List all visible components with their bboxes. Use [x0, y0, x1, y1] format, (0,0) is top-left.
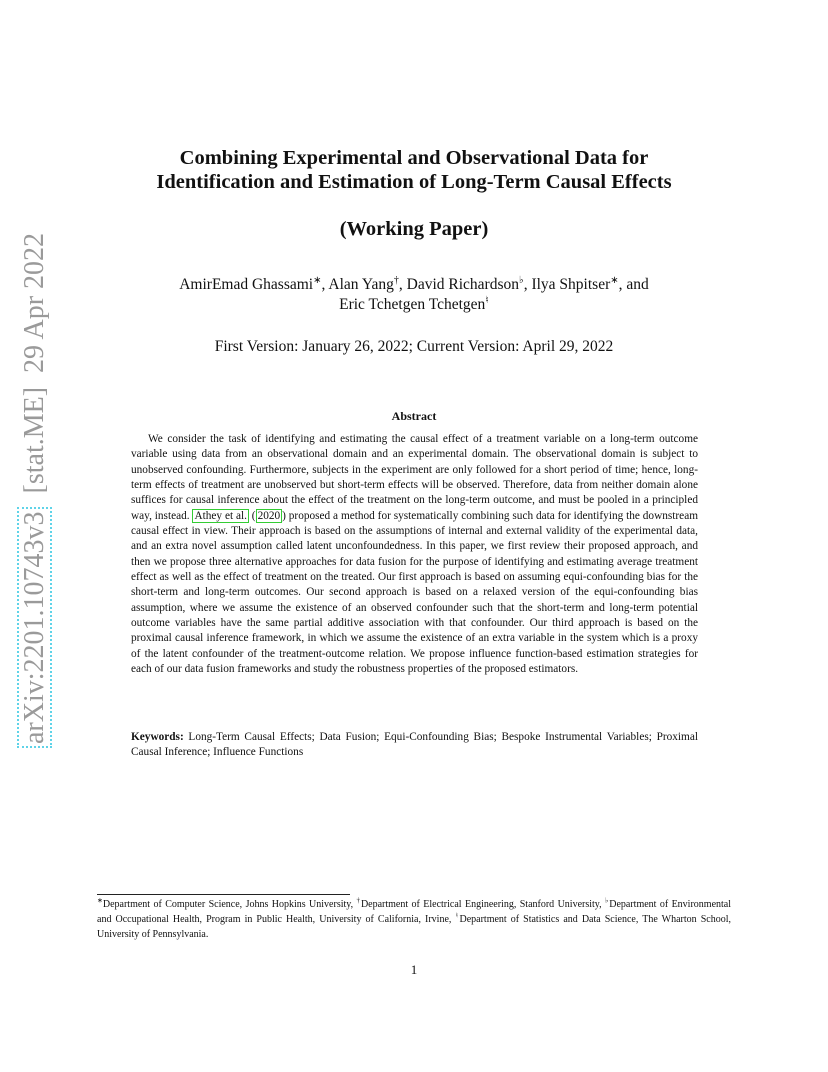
page-number: 1: [410, 962, 418, 977]
footnote-mark: ∗: [97, 896, 103, 905]
version-dates: First Version: January 26, 2022; Current Version: April 29, 2022: [214, 338, 614, 355]
arxiv-identifier-stamp: [19, 232, 50, 748]
author-name: , David Richardson: [398, 276, 519, 293]
paper-title: [100, 146, 728, 194]
abstract-heading: Abstract: [391, 409, 437, 423]
paper-subtitle: (Working Paper): [339, 218, 489, 240]
footnote-mark: ♭: [605, 896, 610, 905]
author-name: , Ilya Shpitser: [523, 276, 611, 293]
abstract-text-part-2: proposed a method for systematically combining such data for identifying the downstream causal effect in view. Their approach is based on the assumptions of internal and external validity of the experimental data, and an extra novel assumption called latent unconfoundedness. In this paper, we first review their proposed approach, and then we propose three alternative approaches for data fusion for the purpose of identifying and estimating average treatment effect as well as the effect of treatment on the treated. Our first approach is based on assuming equi-confounding bias for the short-term and long-term outcomes. Our second approach is based on a relaxed version of the equi-confounding bias assumption, where we assume the existence of an observed confounder such that the short-term and long-term potential outcome variables have the same partial additive association with that confounder. Our third approach is based on the proximal causal inference framework, in which we assume the existence of an extra variable in the system which is a proxy of the latent confounder of the treatment-outcome relation. We propose influence function-based estimation strategies for each of our data fusion frameworks and study the robustness properties of the proposed estimators.: [131, 509, 698, 676]
abstract-text-part-1: We consider the task of identifying and estimating the causal effect of a treatment variable on a long-term outcome variable using data from an observational domain and an experimental domain. The observational domain is subject to unobserved confounding. Furthermore, subjects in the experiment are only followed for a short period of time; hence, long-term effects of treatment are unobserved but short-term effects will be observed. Therefore, data from neither domain alone suffices for causal inference about the effect of the treatment on the long-term outcome, and must be pooled in a principled way, instead.: [131, 433, 698, 522]
citation-paren-open: (: [248, 509, 256, 522]
arxiv-category-date: [stat.ME] 29 Apr 2022: [19, 232, 50, 508]
paper-title-line-1: Combining Experimental and Observational Data for: [179, 147, 649, 169]
paper-title-line-2: Identification and Estimation of Long-Term Causal Effects: [156, 171, 672, 193]
affiliation-mark: ∗: [313, 274, 322, 286]
citation-author-link[interactable]: Athey et al.: [194, 509, 247, 522]
keywords-text: Long-Term Causal Effects; Data Fusion; Equi-Confounding Bias; Bespoke Instrumental Variables; Proximal Causal Inference; Influence Functions: [131, 731, 698, 759]
author-conjunction: , and: [618, 276, 649, 293]
keywords-label: Keywords:: [131, 731, 184, 743]
author-list: [100, 275, 728, 315]
footnote-text: Department of Electrical Engineering, Stanford University,: [360, 899, 606, 910]
footnote-divider: [97, 894, 350, 895]
arxiv-id-link[interactable]: arXiv:2201.10743v3: [17, 507, 52, 748]
abstract-body: [131, 432, 698, 678]
keywords: [131, 730, 698, 761]
footnote-mark: †: [356, 896, 361, 905]
author-line-1: [100, 275, 728, 295]
citation-paren-close: ): [282, 509, 286, 522]
author-name: AmirEmad Ghassami: [179, 276, 314, 293]
author-line-2: [100, 295, 728, 315]
affiliation-mark: ∗: [610, 274, 619, 286]
footnote-text: Department of Statistics and Data Science, The Wharton School, University of Pennsylvania.: [97, 914, 731, 940]
footnote-text: Department of Computer Science, Johns Hopkins University,: [102, 899, 357, 910]
author-name: Eric Tchetgen Tchetgen: [339, 296, 486, 313]
footnote-text: Department of Environmental and Occupational Health, Program in Public Health, University of California, Irvine,: [97, 899, 732, 925]
citation-year-link[interactable]: 2020: [257, 509, 281, 522]
footnote-mark: ♮: [455, 911, 460, 920]
affiliation-mark: †: [393, 274, 399, 286]
affiliation-mark: ♮: [485, 294, 489, 306]
author-name: , Alan Yang: [321, 276, 394, 293]
affiliation-footnotes: [97, 897, 731, 942]
affiliation-mark: ♭: [518, 274, 524, 286]
